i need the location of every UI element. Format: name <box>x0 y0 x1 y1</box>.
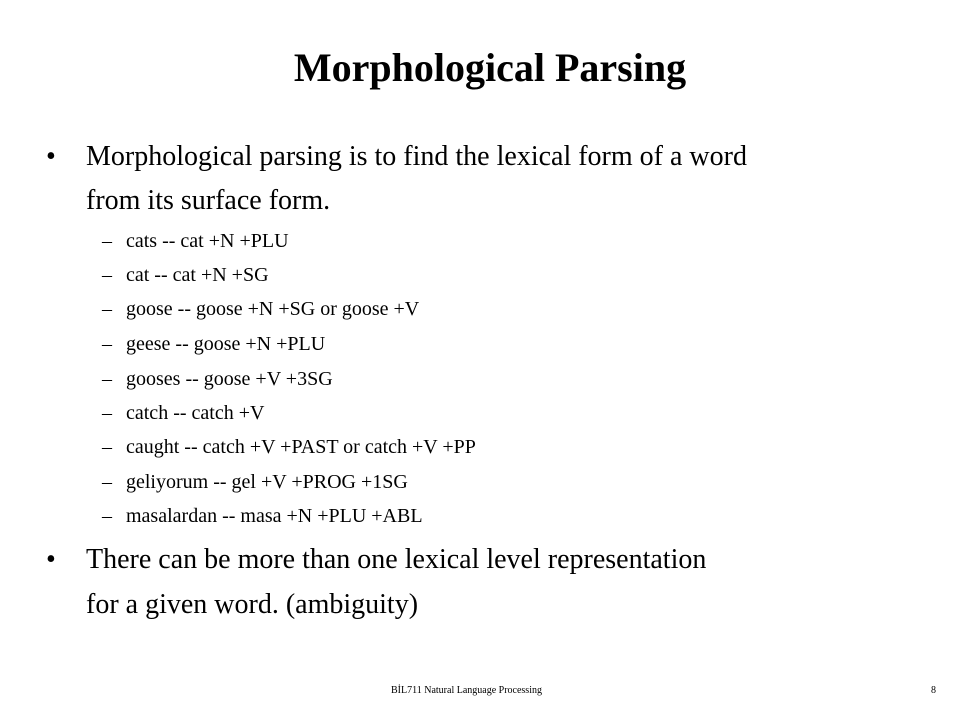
example-text: cat -- cat +N +SG <box>126 264 269 286</box>
bullet-2-line-1: There can be more than one lexical level representation <box>86 544 707 575</box>
example-item <box>102 257 269 293</box>
dash-icon: – <box>102 230 112 252</box>
example-item <box>102 361 333 397</box>
dash-icon: – <box>102 298 112 320</box>
example-item <box>102 326 325 362</box>
example-item <box>102 395 264 431</box>
bullet-icon: • <box>46 544 56 575</box>
example-item <box>102 464 408 500</box>
bullet-2-line-2: for a given word. (ambiguity) <box>86 589 419 620</box>
example-item <box>102 498 423 534</box>
bullet-1-line-1: Morphological parsing is to find the lexical form of a word <box>86 141 747 172</box>
example-text: cats -- cat +N +PLU <box>126 230 289 252</box>
dash-icon: – <box>102 333 112 355</box>
page-number: 8 <box>931 685 936 696</box>
bullet-icon: • <box>46 141 56 172</box>
dash-icon: – <box>102 505 112 527</box>
example-text: gooses -- goose +V +3SG <box>126 368 333 390</box>
footer-course: BİL711 Natural Language Processing <box>391 685 542 696</box>
example-text: geliyorum -- gel +V +PROG +1SG <box>126 471 408 493</box>
dash-icon: – <box>102 436 112 458</box>
example-text: geese -- goose +N +PLU <box>126 333 326 355</box>
dash-icon: – <box>102 264 112 286</box>
example-item <box>102 429 476 465</box>
dash-icon: – <box>102 402 112 424</box>
dash-icon: – <box>102 368 112 390</box>
example-item <box>102 223 289 259</box>
example-text: goose -- goose +N +SG or goose +V <box>126 298 420 320</box>
slide-title: Morphological Parsing <box>293 45 687 90</box>
dash-icon: – <box>102 471 112 493</box>
example-item <box>102 291 419 327</box>
bullet-1-line-2: from its surface form. <box>86 185 331 216</box>
example-text: masalardan -- masa +N +PLU +ABL <box>126 505 423 527</box>
example-text: catch -- catch +V <box>126 402 265 424</box>
example-text: caught -- catch +V +PAST or catch +V +PP <box>126 436 476 458</box>
